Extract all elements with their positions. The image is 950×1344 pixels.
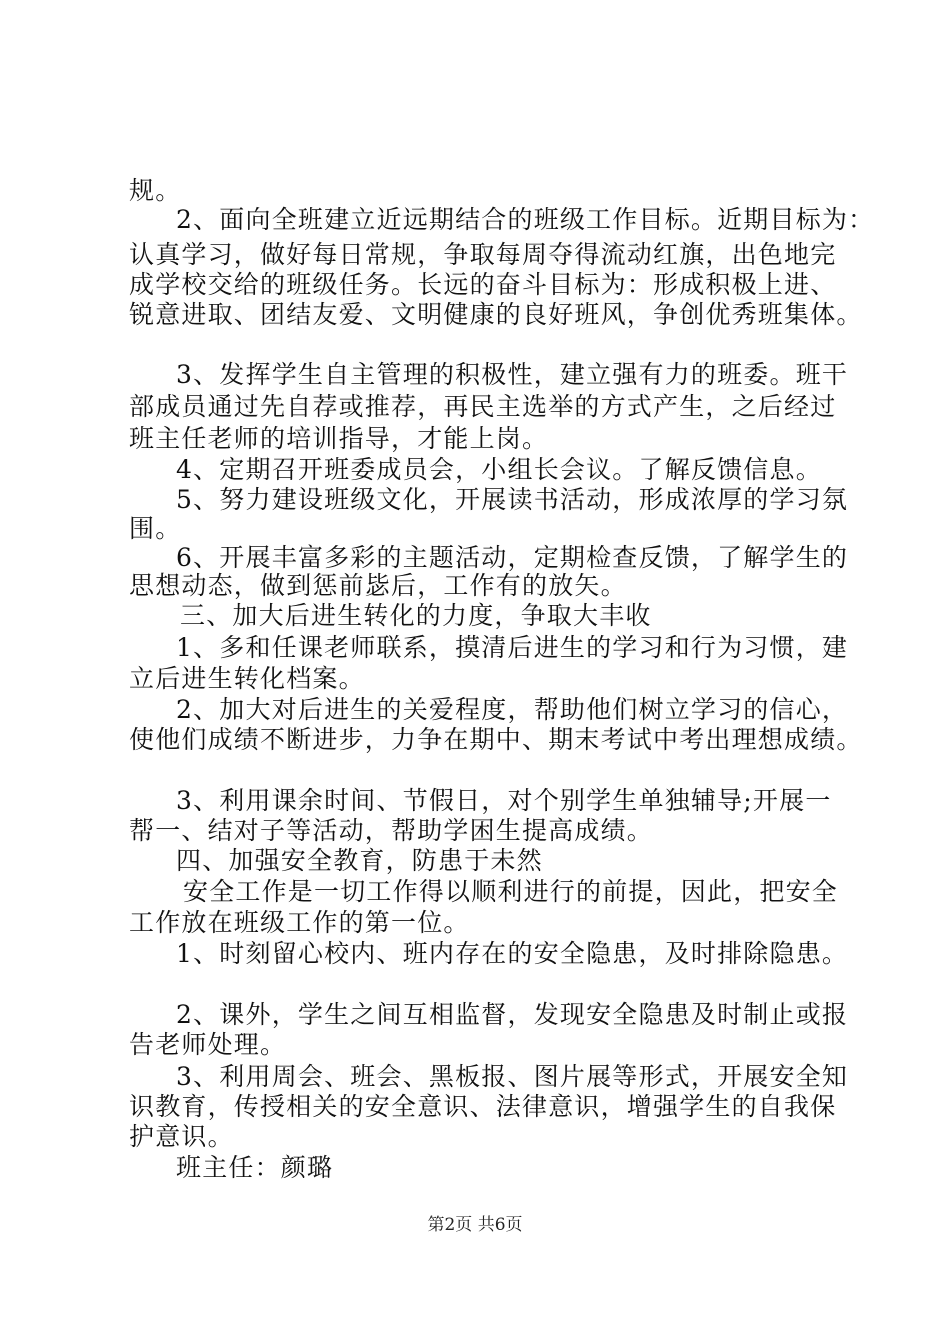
- text-line: 部成员通过先自荐或推荐，再民主选举的方式产生，之后经过: [129, 392, 837, 421]
- text-line: 立后进生转化档案。: [129, 664, 365, 693]
- text-line: 思想动态，做到惩前毖后，工作有的放矢。: [129, 571, 627, 600]
- text-line: 安全工作是一切工作得以顺利进行的前提，因此，把安全: [183, 877, 839, 906]
- text-line: 3、利用周会、班会、黑板报、图片展等形式，开展安全知: [176, 1062, 849, 1091]
- text-line: 2、面向全班建立近远期结合的班级工作目标。近期目标为：: [176, 205, 875, 234]
- text-line: 1、时刻留心校内、班内存在的安全隐患，及时排除隐患。: [176, 939, 849, 968]
- section-heading: 四、加强安全教育，防患于未然: [176, 846, 543, 875]
- text-line: 6、开展丰富多彩的主题活动，定期检查反馈，了解学生的: [176, 543, 849, 572]
- text-line: 3、利用课余时间、节假日，对个别学生单独辅导;开展一: [176, 786, 832, 815]
- section-heading: 三、加大后进生转化的力度，争取大丰收: [180, 601, 652, 630]
- text-line: 成学校交给的班级任务。长远的奋斗目标为：形成积极上进、: [129, 270, 837, 299]
- text-line: 班主任老师的培训指导，才能上岗。: [129, 424, 549, 453]
- text-line: 5、努力建设班级文化，开展读书活动，形成浓厚的学习氛: [176, 485, 849, 514]
- text-line: 锐意进取、团结友爱、文明健康的良好班风，争创优秀班集体。: [129, 300, 863, 329]
- text-line: 识教育，传授相关的安全意识、法律意识，增强学生的自我保: [129, 1092, 837, 1121]
- text-line: 帮一、结对子等活动，帮助学困生提高成绩。: [129, 816, 654, 845]
- text-line: 认真学习，做好每日常规，争取每周夺得流动红旗，出色地完: [129, 240, 837, 269]
- text-line: 告老师处理。: [129, 1030, 287, 1059]
- signature-line: 班主任：颜璐: [176, 1153, 334, 1182]
- page-number-footer: 第2页 共6页: [427, 1215, 523, 1235]
- text-line: 1、多和任课老师联系，摸清后进生的学习和行为习惯，建: [176, 633, 849, 662]
- text-line: 2、课外，学生之间互相监督，发现安全隐患及时制止或报: [176, 1000, 849, 1029]
- text-line: 护意识。: [129, 1122, 234, 1151]
- text-line: 工作放在班级工作的第一位。: [129, 908, 470, 937]
- text-line: 使他们成绩不断进步，力争在期中、期末考试中考出理想成绩。: [129, 725, 863, 754]
- text-line: 3、发挥学生自主管理的积极性，建立强有力的班委。班干: [176, 360, 849, 389]
- text-line: 4、定期召开班委成员会，小组长会议。了解反馈信息。: [176, 455, 822, 484]
- text-line: 规。: [129, 176, 182, 205]
- text-line: 围。: [129, 514, 182, 543]
- text-line: 2、加大对后进生的关爱程度，帮助他们树立学习的信心，: [176, 695, 849, 724]
